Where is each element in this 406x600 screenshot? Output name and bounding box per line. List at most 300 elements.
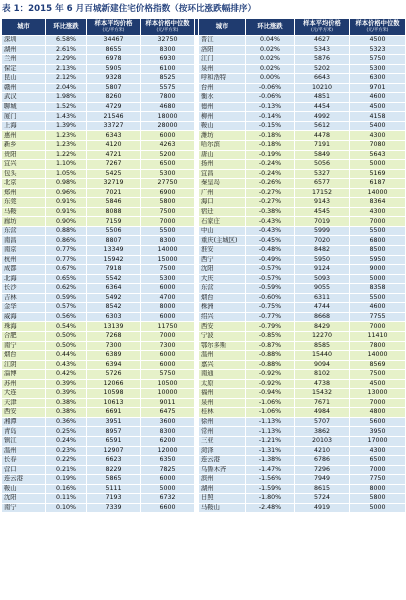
right-city-cell: 哈尔滨 <box>199 141 246 151</box>
left-median-price-cell: 4263 <box>141 141 195 151</box>
right-avg-price-cell: 8102 <box>295 370 350 380</box>
table-row <box>2 255 406 265</box>
right-change-cell: -0.88% <box>246 351 295 361</box>
left-avg-price-cell: 21546 <box>87 112 141 122</box>
right-change-cell: -0.94% <box>246 389 295 399</box>
header-avg-label: 样本平均价格 <box>94 20 133 28</box>
right-change-cell: 0.00% <box>246 74 295 84</box>
left-city-cell: 南昌 <box>2 236 46 246</box>
left-median-price-cell: 10000 <box>141 389 195 399</box>
header-median-label: 样本价格中位数 <box>145 20 190 28</box>
right-city-cell: 宁波 <box>199 331 246 341</box>
right-median-price-cell: 5500 <box>350 293 406 303</box>
left-city-cell: 宜兴 <box>2 160 46 170</box>
left-median-price-cell: 8300 <box>141 236 195 246</box>
left-median-price-cell: 6100 <box>141 64 195 74</box>
table-row <box>2 446 406 456</box>
right-median-price-cell: 7755 <box>350 312 406 322</box>
right-city-cell: 泉州 <box>199 64 246 74</box>
left-change-cell: 0.77% <box>46 255 87 265</box>
right-change-cell: -0.15% <box>246 121 295 131</box>
table-row <box>2 217 406 227</box>
right-avg-price-cell: 7191 <box>295 141 350 151</box>
price-index-table <box>1 18 406 513</box>
right-avg-price-cell: 9094 <box>295 360 350 370</box>
right-median-price-cell: 5000 <box>350 274 406 284</box>
right-median-price-cell: 4300 <box>350 446 406 456</box>
left-change-cell: 0.67% <box>46 265 87 275</box>
left-city-cell: 上海 <box>2 121 46 131</box>
left-median-price-cell: 5300 <box>141 169 195 179</box>
right-avg-price-cell: 5202 <box>295 64 350 74</box>
left-avg-price-cell: 13349 <box>87 246 141 256</box>
right-avg-price-cell: 8668 <box>295 312 350 322</box>
right-median-price-cell: 5000 <box>350 160 406 170</box>
left-median-price-cell: 15000 <box>141 255 195 265</box>
right-change-cell: -1.56% <box>246 475 295 485</box>
right-avg-price-cell: 9124 <box>295 265 350 275</box>
header-median-unit: (元/平方米) <box>156 27 179 33</box>
header-median-right <box>350 19 406 36</box>
left-median-price-cell: 6000 <box>141 351 195 361</box>
left-avg-price-cell: 5111 <box>87 484 141 494</box>
left-avg-price-cell: 34467 <box>87 36 141 46</box>
left-city-cell: 新乡 <box>2 141 46 151</box>
left-city-cell: 合肥 <box>2 331 46 341</box>
left-city-cell: 贵阳 <box>2 150 46 160</box>
table-row <box>2 83 406 93</box>
left-median-price-cell: 28000 <box>141 121 195 131</box>
right-median-price-cell: 4158 <box>350 112 406 122</box>
left-median-price-cell: 8525 <box>141 74 195 84</box>
right-median-price-cell: 8569 <box>350 360 406 370</box>
left-avg-price-cell: 12907 <box>87 446 141 456</box>
left-change-cell: 0.39% <box>46 379 87 389</box>
right-change-cell: -0.06% <box>246 83 295 93</box>
right-avg-price-cell: 5849 <box>295 150 350 160</box>
right-city-cell: 南通 <box>199 370 246 380</box>
left-city-cell: 烟台 <box>2 351 46 361</box>
left-avg-price-cell: 7339 <box>87 503 141 513</box>
left-avg-price-cell: 6389 <box>87 351 141 361</box>
left-city-cell: 淄博 <box>2 370 46 380</box>
right-avg-price-cell: 8615 <box>295 484 350 494</box>
right-change-cell: -0.49% <box>246 255 295 265</box>
left-change-cell: 0.19% <box>46 475 87 485</box>
left-city-cell: 兰州 <box>2 55 46 65</box>
right-avg-price-cell: 7671 <box>295 398 350 408</box>
right-change-cell: -2.48% <box>246 503 295 513</box>
right-median-price-cell: 17000 <box>350 436 406 446</box>
left-change-cell: 0.38% <box>46 398 87 408</box>
right-avg-price-cell: 5724 <box>295 494 350 504</box>
left-city-cell: 东营 <box>2 226 46 236</box>
left-avg-price-cell: 3951 <box>87 417 141 427</box>
header-city-left: 城市 <box>2 19 46 36</box>
left-change-cell: 0.38% <box>46 408 87 418</box>
left-change-cell: 0.21% <box>46 465 87 475</box>
right-avg-price-cell: 7949 <box>295 475 350 485</box>
left-change-cell: 0.50% <box>46 341 87 351</box>
right-median-price-cell: 6800 <box>350 236 406 246</box>
left-avg-price-cell: 6343 <box>87 131 141 141</box>
table-row <box>2 179 406 189</box>
right-change-cell: -0.43% <box>246 217 295 227</box>
left-city-cell: 保定 <box>2 64 46 74</box>
right-city-cell: 鄂尔多斯 <box>199 341 246 351</box>
right-city-cell: 呼和浩特 <box>199 74 246 84</box>
right-avg-price-cell: 15440 <box>295 351 350 361</box>
right-avg-price-cell: 15432 <box>295 389 350 399</box>
right-city-cell: 福州 <box>199 389 246 399</box>
right-change-cell: -0.77% <box>246 312 295 322</box>
right-median-price-cell: 4600 <box>350 93 406 103</box>
table-row <box>2 265 406 275</box>
right-change-cell: -1.13% <box>246 417 295 427</box>
left-city-cell: 北海 <box>2 274 46 284</box>
right-avg-price-cell: 4545 <box>295 207 350 217</box>
right-change-cell: -0.92% <box>246 379 295 389</box>
left-avg-price-cell: 4721 <box>87 150 141 160</box>
right-city-cell: 日照 <box>199 494 246 504</box>
left-change-cell: 0.88% <box>46 226 87 236</box>
right-avg-price-cell: 10210 <box>295 83 350 93</box>
table-row <box>2 207 406 217</box>
right-median-price-cell: 9701 <box>350 83 406 93</box>
table-row <box>2 436 406 446</box>
right-change-cell: -0.38% <box>246 207 295 217</box>
left-change-cell: 0.59% <box>46 293 87 303</box>
right-median-price-cell: 5400 <box>350 121 406 131</box>
table-row <box>2 456 406 466</box>
left-city-cell: 成都 <box>2 265 46 275</box>
right-city-cell: 宜昌 <box>199 169 246 179</box>
left-median-price-cell: 4680 <box>141 102 195 112</box>
table-row <box>2 131 406 141</box>
left-change-cell: 0.42% <box>46 370 87 380</box>
left-change-cell: 1.23% <box>46 131 87 141</box>
right-avg-price-cell: 4738 <box>295 379 350 389</box>
left-median-price-cell: 7300 <box>141 341 195 351</box>
right-avg-price-cell: 4627 <box>295 36 350 46</box>
left-change-cell: 1.43% <box>46 112 87 122</box>
left-avg-price-cell: 7193 <box>87 494 141 504</box>
left-city-cell: 郑州 <box>2 188 46 198</box>
left-city-cell: 吉林 <box>2 293 46 303</box>
left-avg-price-cell: 5542 <box>87 274 141 284</box>
left-median-price-cell: 5800 <box>141 198 195 208</box>
right-avg-price-cell: 8585 <box>295 341 350 351</box>
left-avg-price-cell: 7021 <box>87 188 141 198</box>
right-median-price-cell: 5300 <box>350 64 406 74</box>
left-change-cell: 2.29% <box>46 55 87 65</box>
right-city-cell: 台州 <box>199 83 246 93</box>
table-row <box>2 169 406 179</box>
right-median-price-cell: 5643 <box>350 150 406 160</box>
table-row <box>2 312 406 322</box>
right-median-price-cell: 5000 <box>350 503 406 513</box>
right-city-cell: 宿迁 <box>199 207 246 217</box>
right-avg-price-cell: 4210 <box>295 446 350 456</box>
right-city-cell: 广州 <box>199 188 246 198</box>
left-median-price-cell: 6350 <box>141 456 195 466</box>
table-row <box>2 341 406 351</box>
left-change-cell: 0.36% <box>46 417 87 427</box>
right-avg-price-cell: 4992 <box>295 112 350 122</box>
left-avg-price-cell: 6364 <box>87 284 141 294</box>
right-city-cell: 三亚 <box>199 436 246 446</box>
left-median-price-cell: 5300 <box>141 274 195 284</box>
right-change-cell: -1.31% <box>246 446 295 456</box>
right-avg-price-cell: 4744 <box>295 303 350 313</box>
left-city-cell: 天津 <box>2 398 46 408</box>
left-city-cell: 赣州 <box>2 83 46 93</box>
left-avg-price-cell: 10613 <box>87 398 141 408</box>
table-row <box>2 236 406 246</box>
left-change-cell: 0.50% <box>46 331 87 341</box>
table-row <box>2 389 406 399</box>
right-city-cell: 德州 <box>199 102 246 112</box>
table-row <box>2 55 406 65</box>
left-avg-price-cell: 8260 <box>87 93 141 103</box>
right-change-cell: -0.43% <box>246 226 295 236</box>
right-city-cell: 江门 <box>199 55 246 65</box>
right-change-cell: -1.80% <box>246 494 295 504</box>
right-change-cell: -0.87% <box>246 341 295 351</box>
table-row <box>2 293 406 303</box>
left-median-price-cell: 7000 <box>141 217 195 227</box>
right-city-cell: 洛阳 <box>199 45 246 55</box>
left-change-cell: 0.16% <box>46 484 87 494</box>
left-avg-price-cell: 5425 <box>87 169 141 179</box>
left-change-cell: 1.52% <box>46 102 87 112</box>
left-city-cell: 杭州 <box>2 255 46 265</box>
table-row <box>2 160 406 170</box>
left-avg-price-cell: 5865 <box>87 475 141 485</box>
left-change-cell: 0.56% <box>46 312 87 322</box>
table-row <box>2 198 406 208</box>
left-city-cell: 包头 <box>2 169 46 179</box>
left-change-cell: 1.39% <box>46 121 87 131</box>
left-city-cell: 江阴 <box>2 360 46 370</box>
right-median-price-cell: 3950 <box>350 427 406 437</box>
left-change-cell: 0.24% <box>46 436 87 446</box>
right-city-cell: 沈阳 <box>199 265 246 275</box>
right-city-cell: 徐州 <box>199 417 246 427</box>
left-city-cell: 青岛 <box>2 427 46 437</box>
left-avg-price-cell: 5726 <box>87 370 141 380</box>
left-median-price-cell: 5200 <box>141 150 195 160</box>
left-city-cell: 武汉 <box>2 93 46 103</box>
left-avg-price-cell: 7268 <box>87 331 141 341</box>
left-avg-price-cell: 32719 <box>87 179 141 189</box>
right-change-cell: -0.85% <box>246 331 295 341</box>
right-city-cell: 中山 <box>199 226 246 236</box>
left-change-cell: 0.91% <box>46 207 87 217</box>
left-median-price-cell: 8000 <box>141 303 195 313</box>
right-median-price-cell: 8364 <box>350 198 406 208</box>
left-median-price-cell: 5575 <box>141 83 195 93</box>
left-median-price-cell: 6930 <box>141 55 195 65</box>
left-city-cell: 苏州 <box>2 379 46 389</box>
left-change-cell: 1.05% <box>46 169 87 179</box>
right-median-price-cell: 13000 <box>350 389 406 399</box>
left-avg-price-cell: 6394 <box>87 360 141 370</box>
left-city-cell: 廊坊 <box>2 217 46 227</box>
right-change-cell: -1.06% <box>246 408 295 418</box>
right-city-cell: 石家庄 <box>199 217 246 227</box>
right-city-cell: 唐山 <box>199 150 246 160</box>
right-city-cell: 衡水 <box>199 93 246 103</box>
right-avg-price-cell: 7019 <box>295 217 350 227</box>
right-change-cell: -1.13% <box>246 427 295 437</box>
left-median-price-cell: 10500 <box>141 379 195 389</box>
right-avg-price-cell: 20103 <box>295 436 350 446</box>
right-change-cell: -1.06% <box>246 398 295 408</box>
right-city-cell: 淮安 <box>199 246 246 256</box>
table-row <box>2 484 406 494</box>
right-city-cell: 东营 <box>199 284 246 294</box>
right-median-price-cell: 4500 <box>350 36 406 46</box>
left-city-cell: 大连 <box>2 389 46 399</box>
right-change-cell: -0.75% <box>246 303 295 313</box>
right-change-cell: -0.57% <box>246 265 295 275</box>
left-city-cell: 鞍山 <box>2 484 46 494</box>
left-change-cell: 1.10% <box>46 160 87 170</box>
table-row <box>2 427 406 437</box>
left-change-cell: 1.22% <box>46 150 87 160</box>
left-median-price-cell: 6500 <box>141 160 195 170</box>
right-city-cell: 烟台 <box>199 293 246 303</box>
table-row <box>2 226 406 236</box>
left-change-cell: 0.22% <box>46 456 87 466</box>
left-avg-price-cell: 7159 <box>87 217 141 227</box>
left-median-price-cell: 14000 <box>141 246 195 256</box>
right-avg-price-cell: 5343 <box>295 45 350 55</box>
right-avg-price-cell: 5999 <box>295 226 350 236</box>
table-row <box>2 284 406 294</box>
left-change-cell: 0.43% <box>46 360 87 370</box>
left-city-cell: 沈阳 <box>2 494 46 504</box>
right-median-price-cell: 4600 <box>350 303 406 313</box>
left-avg-price-cell: 4120 <box>87 141 141 151</box>
table-title: 表 1：2015 年 6 月百城新建住宅价格指数（按环比涨跌幅排序） <box>2 4 257 14</box>
left-avg-price-cell: 5905 <box>87 64 141 74</box>
left-median-price-cell: 7800 <box>141 93 195 103</box>
table-row <box>2 303 406 313</box>
right-city-cell: 连云港 <box>199 456 246 466</box>
left-avg-price-cell: 6591 <box>87 436 141 446</box>
right-change-cell: -1.59% <box>246 484 295 494</box>
right-city-cell: 重庆(主城区) <box>199 236 246 246</box>
left-median-price-cell: 7500 <box>141 207 195 217</box>
left-city-cell: 厦门 <box>2 112 46 122</box>
right-change-cell: -0.57% <box>246 274 295 284</box>
left-change-cell: 0.90% <box>46 217 87 227</box>
table-row <box>2 417 406 427</box>
header-avg-right <box>295 19 350 36</box>
right-avg-price-cell: 12270 <box>295 331 350 341</box>
left-median-price-cell: 7825 <box>141 465 195 475</box>
header-avg-unit: (元/平方米) <box>311 27 333 33</box>
header-avg-left <box>87 19 141 36</box>
left-change-cell: 0.10% <box>46 503 87 513</box>
table-row <box>2 408 406 418</box>
right-city-cell: 大庆 <box>199 274 246 284</box>
left-city-cell: 马鞍 <box>2 207 46 217</box>
left-change-cell: 2.13% <box>46 64 87 74</box>
right-median-price-cell: 5500 <box>350 226 406 236</box>
left-city-cell: 威海 <box>2 312 46 322</box>
left-avg-price-cell: 8542 <box>87 303 141 313</box>
left-change-cell: 0.54% <box>46 322 87 332</box>
right-avg-price-cell: 4984 <box>295 408 350 418</box>
left-avg-price-cell: 6978 <box>87 55 141 65</box>
header-avg-label: 样本平均价格 <box>303 20 341 28</box>
right-change-cell: -0.14% <box>246 112 295 122</box>
left-city-cell: 惠州 <box>2 131 46 141</box>
left-median-price-cell: 6732 <box>141 494 195 504</box>
right-city-cell: 马鞍山 <box>199 503 246 513</box>
left-avg-price-cell: 8229 <box>87 465 141 475</box>
header-row <box>2 19 406 36</box>
right-avg-price-cell: 3862 <box>295 427 350 437</box>
left-change-cell: 0.44% <box>46 351 87 361</box>
header-change-right: 环比涨跌 <box>246 19 295 36</box>
left-median-price-cell: 6200 <box>141 436 195 446</box>
right-avg-price-cell: 4478 <box>295 131 350 141</box>
right-median-price-cell: 8358 <box>350 284 406 294</box>
left-avg-price-cell: 9328 <box>87 74 141 84</box>
right-median-price-cell: 7000 <box>350 217 406 227</box>
table-row <box>2 141 406 151</box>
left-avg-price-cell: 6303 <box>87 312 141 322</box>
right-median-price-cell: 7500 <box>350 370 406 380</box>
right-median-price-cell: 11410 <box>350 331 406 341</box>
right-change-cell: -1.38% <box>246 456 295 466</box>
table-row <box>2 465 406 475</box>
right-change-cell: -0.24% <box>246 160 295 170</box>
left-median-price-cell: 3600 <box>141 417 195 427</box>
right-median-price-cell: 5800 <box>350 494 406 504</box>
left-change-cell: 0.39% <box>46 389 87 399</box>
right-change-cell: -0.27% <box>246 188 295 198</box>
left-city-cell: 南京 <box>2 246 46 256</box>
left-avg-price-cell: 33727 <box>87 121 141 131</box>
left-change-cell: 0.91% <box>46 198 87 208</box>
right-median-price-cell: 5600 <box>350 417 406 427</box>
right-change-cell: -0.27% <box>246 198 295 208</box>
right-avg-price-cell: 5056 <box>295 160 350 170</box>
right-city-cell: 乌鲁木齐 <box>199 465 246 475</box>
right-avg-price-cell: 5707 <box>295 417 350 427</box>
left-median-price-cell: 6000 <box>141 312 195 322</box>
left-city-cell: 南宁 <box>2 341 46 351</box>
header-median-left <box>141 19 195 36</box>
right-city-cell: 湖州 <box>199 484 246 494</box>
left-city-cell: 深圳 <box>2 36 46 46</box>
header-median-label: 样本价格中位数 <box>355 20 400 28</box>
right-city-cell: 温州 <box>199 351 246 361</box>
right-avg-price-cell: 6643 <box>295 74 350 84</box>
left-avg-price-cell: 15942 <box>87 255 141 265</box>
left-median-price-cell: 6000 <box>141 475 195 485</box>
left-avg-price-cell: 6691 <box>87 408 141 418</box>
right-median-price-cell: 7800 <box>350 341 406 351</box>
right-city-cell: 潍坊 <box>199 131 246 141</box>
header-change-left: 环比涨跌 <box>46 19 87 36</box>
right-change-cell: -0.92% <box>246 370 295 380</box>
